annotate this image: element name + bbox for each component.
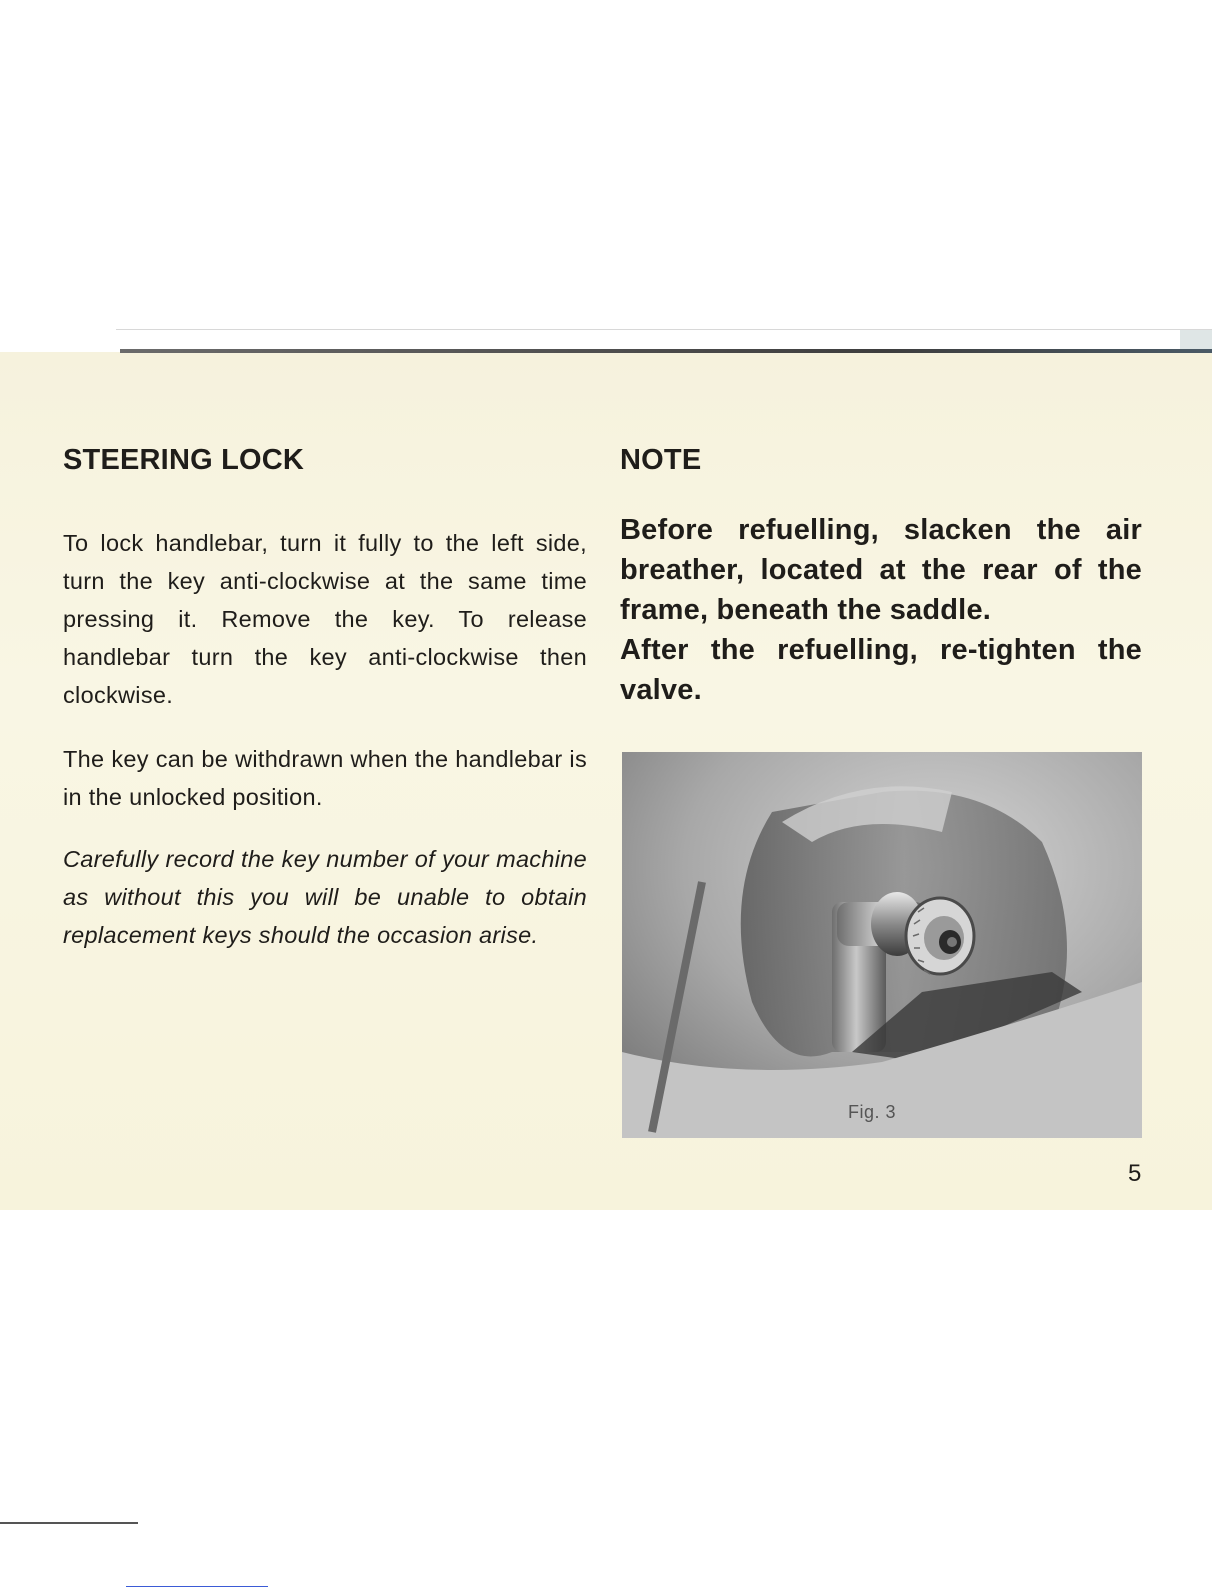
left-column [63, 440, 587, 954]
right-column [620, 440, 1142, 710]
page-number: 5 [1128, 1160, 1142, 1187]
top-rule-light [116, 329, 1212, 330]
steering-lock-heading: STEERING LOCK [63, 444, 305, 476]
steering-lock-paragraph-1: To lock handlebar, turn it fully to the left side, turn the key anti-clockwise at the same time pressing it. Remove the key. To release handlebar turn the key anti-clockwise then clockwise. [63, 530, 587, 708]
figure-caption: Fig. 3 [848, 1102, 897, 1122]
note-heading: NOTE [620, 444, 702, 476]
steering-lock-paragraph-2: The key can be withdrawn when the handlebar is in the unlocked position. [63, 746, 587, 810]
figure-air-breather-photo [622, 752, 1142, 1138]
top-rule [120, 349, 1212, 353]
bottom-rule [0, 1522, 138, 1524]
note-paragraph-1: Before refuelling, slacken the air breather, located at the rear of the frame, beneath the saddle. [620, 514, 1142, 626]
air-breather-valve-illustration [622, 752, 1142, 1138]
note-paragraph-2: After the refuelling, re-tighten the valve. [620, 634, 1142, 706]
steering-lock-paragraph-3: Carefully record the key number of your machine as without this you will be unable to obtain replacement keys should the occasion arise. [63, 846, 587, 948]
